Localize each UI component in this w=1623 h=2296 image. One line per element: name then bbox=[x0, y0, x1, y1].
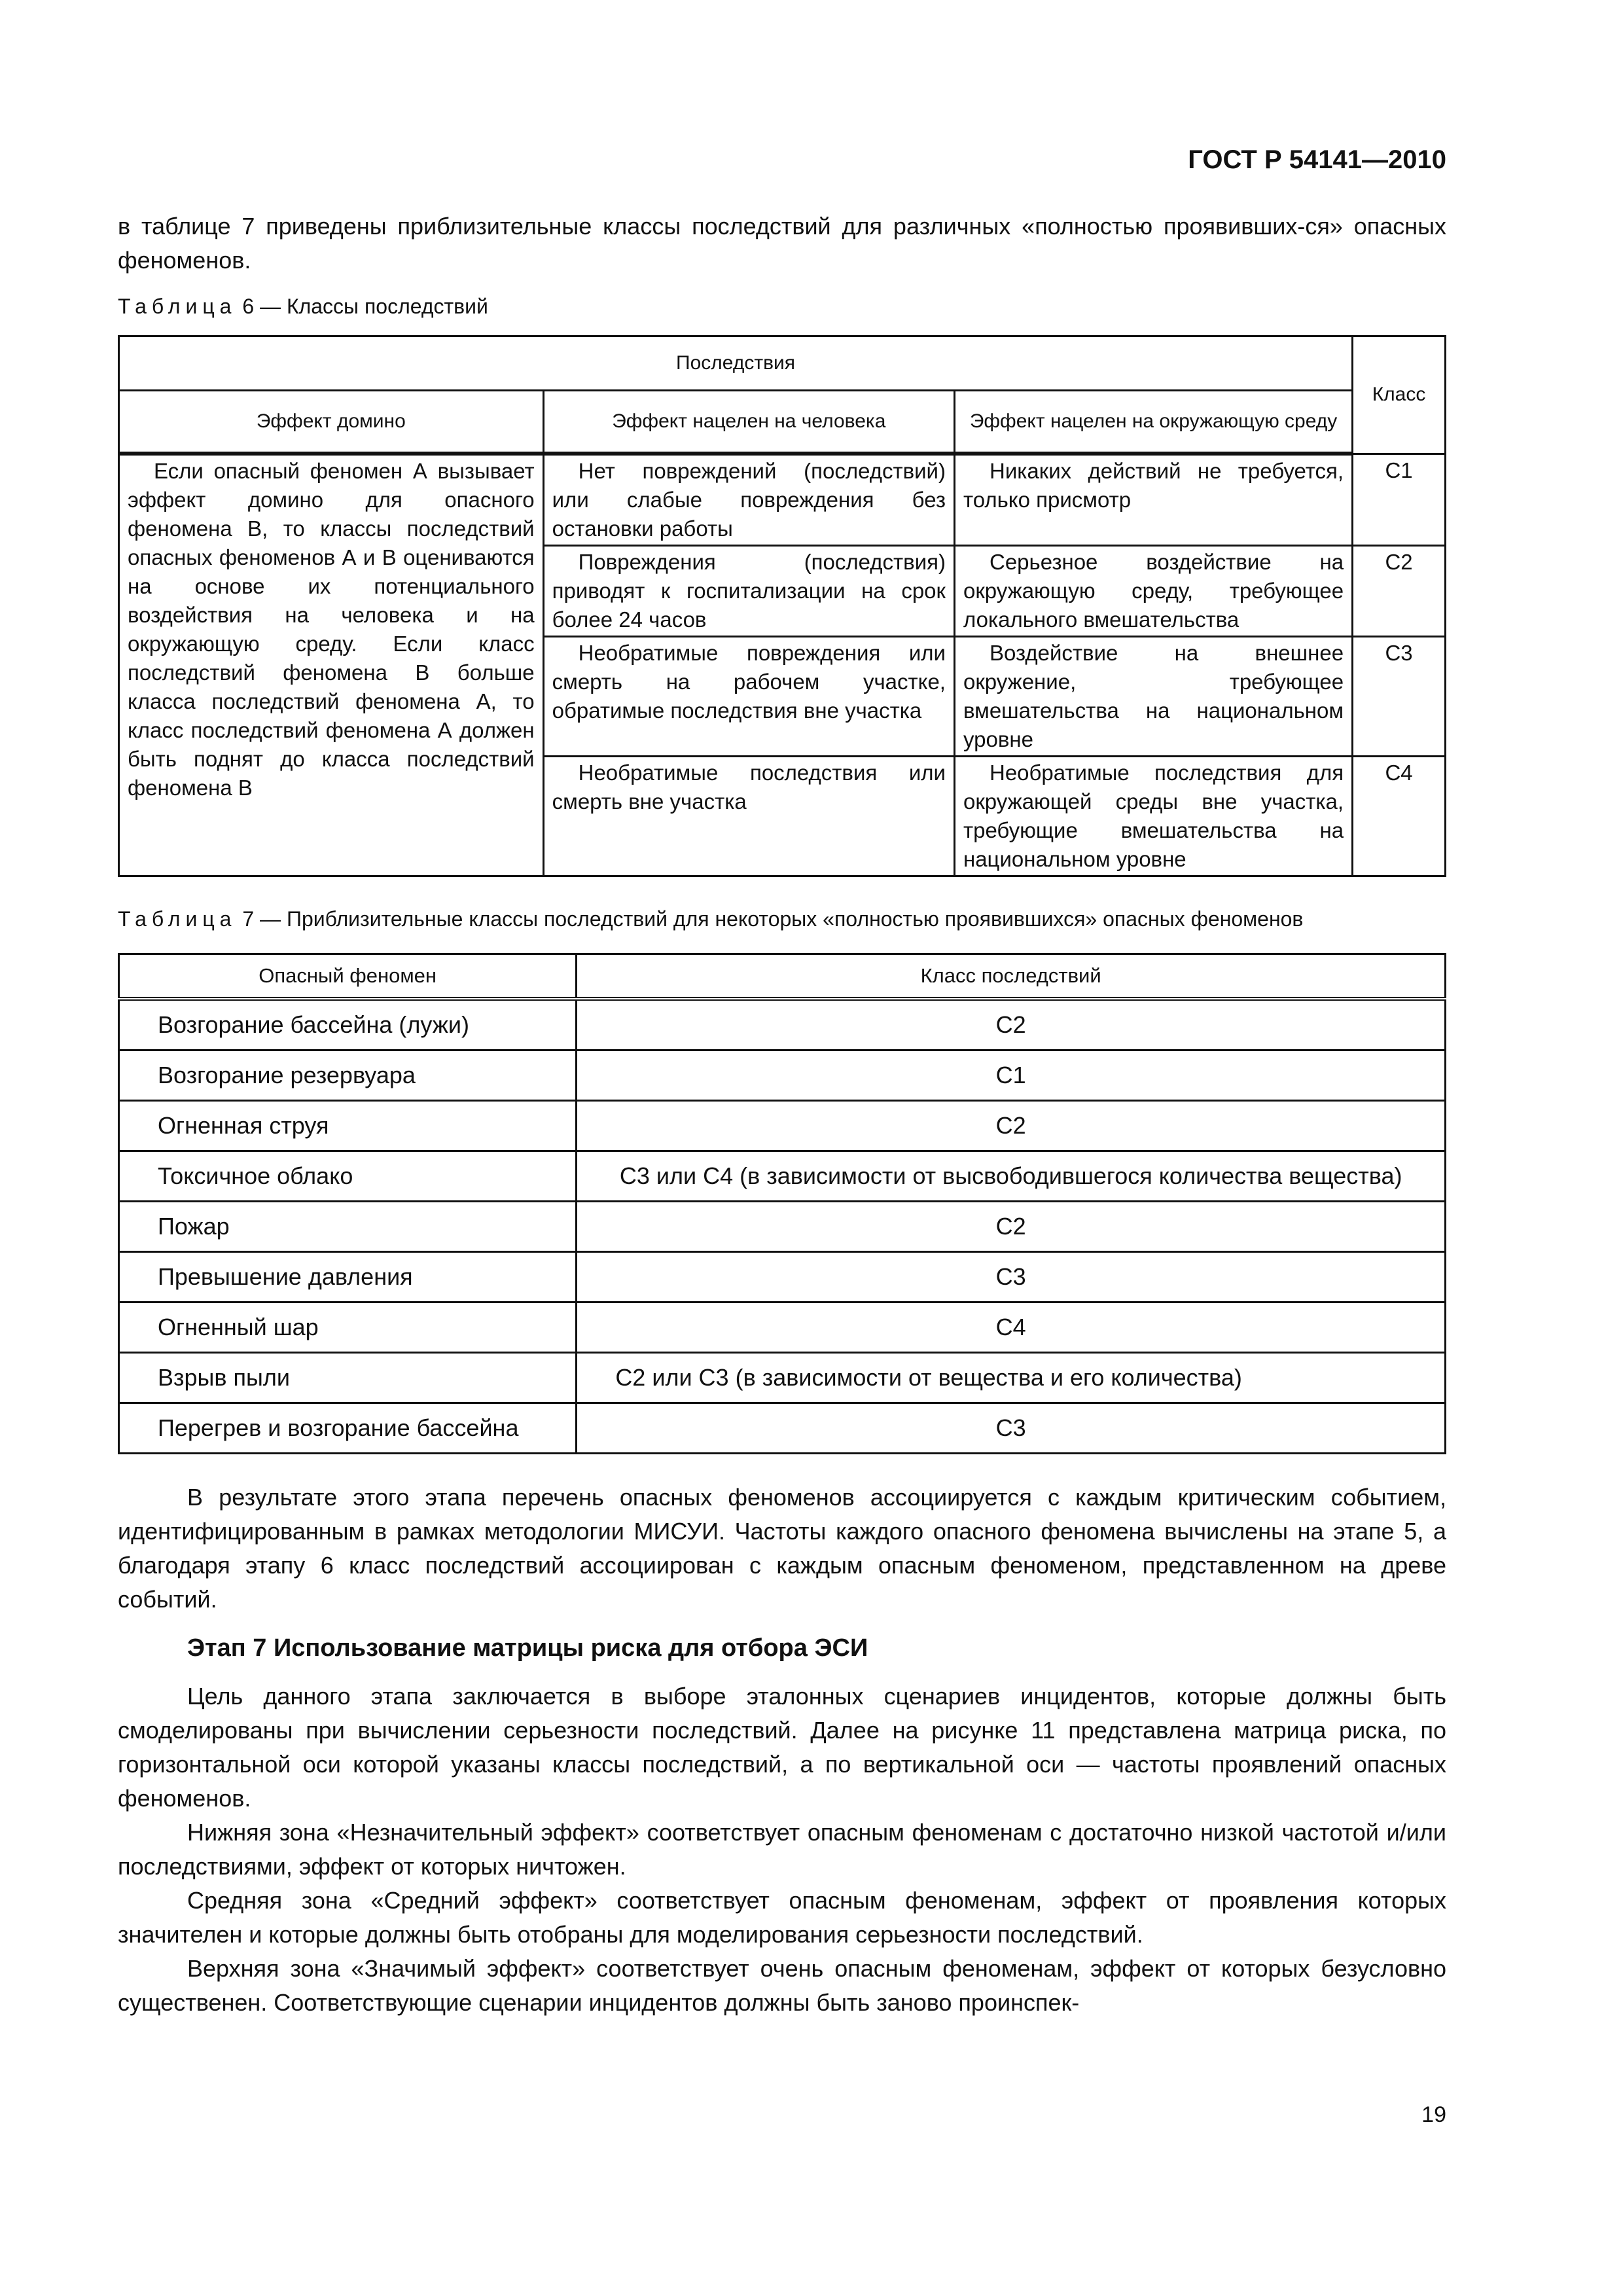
table-row bbox=[119, 454, 1446, 546]
stage7-heading: Этап 7 Использование матрицы риска для отбора ЭСИ bbox=[187, 1634, 868, 1662]
table-row bbox=[119, 1252, 1446, 1302]
table-row bbox=[119, 1050, 1446, 1101]
table6-env-cell: Никаких действий не требуется, только присмотр bbox=[954, 454, 1352, 546]
page-number: 19 bbox=[1421, 2102, 1446, 2127]
table7-head-class: Класс последствий bbox=[577, 954, 1446, 999]
table-row bbox=[119, 1353, 1446, 1403]
table7-caption bbox=[118, 903, 1446, 935]
table6-env-cell: Необратимые последствия для окружающей среды вне участка, требующие вмешательства на национальном уровне bbox=[954, 757, 1352, 876]
table6-env-cell: Серьезное воздействие на окружающую среду, требующее локального вмешательства bbox=[954, 546, 1352, 637]
table6-class-cell: С3 bbox=[1353, 637, 1446, 757]
table6-domino-cell: Если опасный феномен А вызывает эффект домино для опасного феномена В, то классы последствий опасных феноменов А и В оцениваются на основе их потенциального воздействия на человека и на окружающую среду. Если класс последствий феномена В больше класса последствий феномена А, то класс последствий феномена А должен быть поднят до класса последствий феномена В bbox=[119, 454, 544, 876]
table7-hazard-cell: Токсичное облако bbox=[119, 1151, 577, 1202]
table7-class-cell: С2 bbox=[577, 1101, 1446, 1151]
doc-header: ГОСТ Р 54141—2010 bbox=[1188, 145, 1446, 174]
body-paragraph: Нижняя зона «Незначительный эффект» соответствует опасным феноменам с достаточно низкой частотой и/или последствиями, эффект от которых ничтожен. bbox=[118, 1819, 1446, 1880]
table7-class-cell: С2 или С3 (в зависимости от вещества и его количества) bbox=[577, 1353, 1446, 1403]
table7-hazard-cell: Взрыв пыли bbox=[119, 1353, 577, 1403]
table7-hazard-cell: Возгорание резервуара bbox=[119, 1050, 577, 1101]
table7-class-cell: С3 bbox=[577, 1252, 1446, 1302]
table6-head-group: Последствия bbox=[119, 336, 1353, 391]
table7-hazard-cell: Огненный шар bbox=[119, 1302, 577, 1353]
table6-head-domino: Эффект домино bbox=[119, 391, 544, 454]
table7-hazard-cell: Превышение давления bbox=[119, 1252, 577, 1302]
table6-head-env: Эффект нацелен на окружающую среду bbox=[954, 391, 1352, 454]
table-row bbox=[119, 1101, 1446, 1151]
table7-class-cell: С2 bbox=[577, 999, 1446, 1050]
table6-human-cell: Необратимые последствия или смерть вне участка bbox=[543, 757, 954, 876]
table7 bbox=[118, 953, 1446, 1454]
table6-head-human: Эффект нацелен на человека bbox=[543, 391, 954, 454]
table6-human-cell: Нет повреждений (последствий) или слабые повреждения без остановки работы bbox=[543, 454, 954, 546]
table-row bbox=[119, 1151, 1446, 1202]
body-paragraph: Верхняя зона «Значимый эффект» соответствует очень опасным феноменам, эффект от которых безусловно существенен. Соответствующие сценарии инцидентов должны быть заново проинспек- bbox=[118, 1955, 1446, 2016]
table7-head-hazard: Опасный феномен bbox=[119, 954, 577, 999]
table7-hazard-cell: Пожар bbox=[119, 1202, 577, 1252]
result-paragraph: В результате этого этапа перечень опасных феноменов ассоциируется с каждым критическим событием, идентифицированным в рамках методологии МИСУИ. Частоты каждого опасного феномена вычислены на этапе 5, а благодаря этапу 6 класс последствий ассоциирован с каждым опасным феноменом, представленном на древе событий. bbox=[118, 1484, 1446, 1613]
table7-hazard-cell: Возгорание бассейна (лужи) bbox=[119, 999, 577, 1050]
table7-class-cell: С2 bbox=[577, 1202, 1446, 1252]
table6-class-cell: С1 bbox=[1353, 454, 1446, 546]
table-row bbox=[119, 1202, 1446, 1252]
body-paragraph: Цель данного этапа заключается в выборе эталонных сценариев инцидентов, которые должны быть смоделированы при вычислении серьезности последствий. Далее на рисунке 11 представлена матрица риска, по горизонтальной оси которой указаны классы последствий, а по вертикальной оси — частоты проявлений опасных феноменов. bbox=[118, 1683, 1446, 1812]
table6-human-cell: Повреждения (последствия) приводят к госпитализации на срок более 24 часов bbox=[543, 546, 954, 637]
body-paragraph: Средняя зона «Средний эффект» соответствует опасным феноменам, эффект от проявления которых значителен и которые должны быть отобраны для моделирования серьезности последствий. bbox=[118, 1887, 1446, 1948]
table6-caption-text: 6 — Классы последствий bbox=[236, 295, 488, 318]
table6-head-class: Класс bbox=[1353, 336, 1446, 454]
intro-paragraph: в таблице 7 приведены приблизительные классы последствий для различных «полностью проявивших-ся» опасных феноменов. bbox=[118, 213, 1446, 274]
table6-class-cell: С4 bbox=[1353, 757, 1446, 876]
document-page bbox=[118, 144, 1446, 2020]
table-row bbox=[119, 1403, 1446, 1454]
table-row bbox=[119, 1302, 1446, 1353]
table6-env-cell: Воздействие на внешнее окружение, требующее вмешательства на национальном уровне bbox=[954, 637, 1352, 757]
table7-class-cell: С1 bbox=[577, 1050, 1446, 1101]
table6-caption-word: Таблица bbox=[118, 295, 237, 318]
table7-class-cell: С3 bbox=[577, 1403, 1446, 1454]
table7-class-cell: С3 или С4 (в зависимости от высвободившегося количества вещества) bbox=[577, 1151, 1446, 1202]
table7-class-cell: С4 bbox=[577, 1302, 1446, 1353]
table7-caption-text: 7 — Приблизительные классы последствий для некоторых «полностью проявившихся» опасных феноменов bbox=[236, 907, 1304, 931]
table7-hazard-cell: Перегрев и возгорание бассейна bbox=[119, 1403, 577, 1454]
table6 bbox=[118, 335, 1446, 877]
table7-caption-word: Таблица bbox=[118, 907, 237, 931]
table6-human-cell: Необратимые повреждения или смерть на рабочем участке, обратимые последствия вне участка bbox=[543, 637, 954, 757]
table6-caption bbox=[118, 291, 1446, 322]
table6-class-cell: С2 bbox=[1353, 546, 1446, 637]
table7-hazard-cell: Огненная струя bbox=[119, 1101, 577, 1151]
table-row bbox=[119, 999, 1446, 1050]
